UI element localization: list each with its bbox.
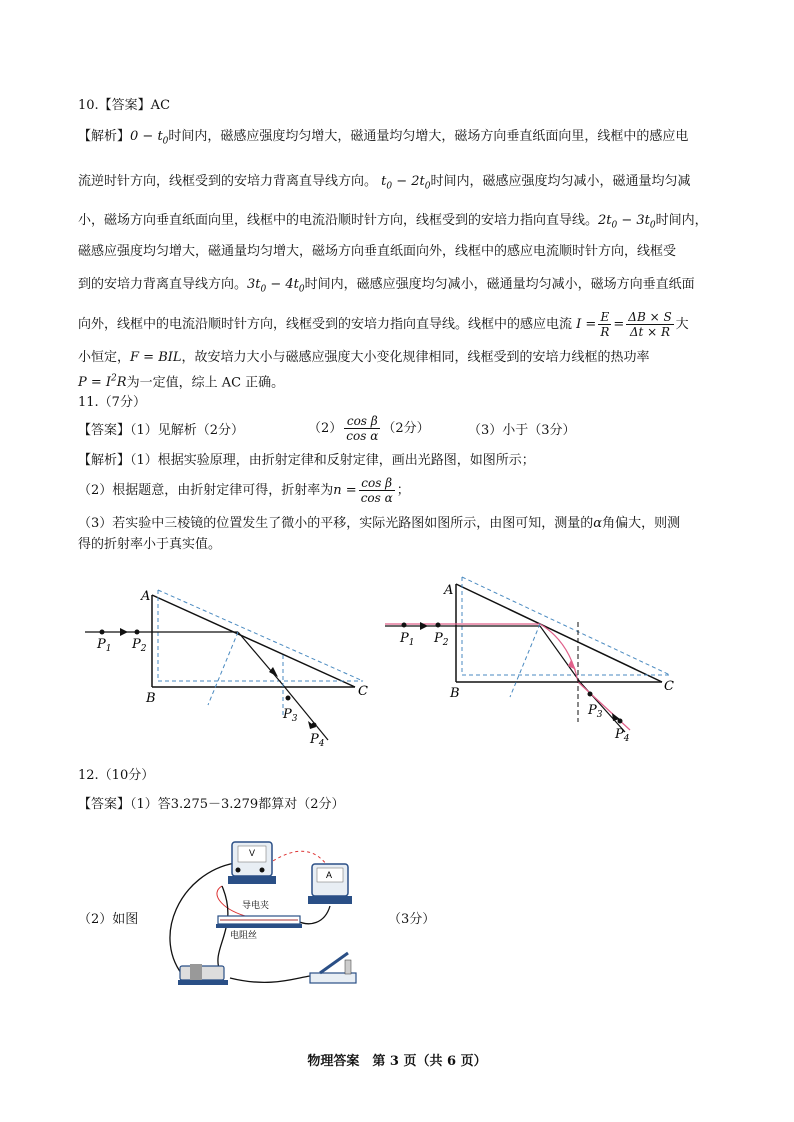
text: 为一定值，综上 AC 正确。 <box>126 375 285 391</box>
label-A: A <box>444 583 454 598</box>
text: 小恒定， <box>78 350 131 365</box>
reflected-ray <box>238 632 283 685</box>
q10-para-3: 小，磁场方向垂直纸面向里，线框中的电流沿顺时针方向，线框受到的安培力指向直导线。$2t_0 - 3t_0$时间内， <box>78 213 708 231</box>
text: 角偏大，则测 <box>602 516 681 531</box>
label-C: C <box>664 679 674 694</box>
text: 流逆时针方向，线框受到的安培力背离直导线方向。 <box>78 174 378 189</box>
text: （2） <box>308 421 343 436</box>
q11-exp-4: 得的折射率小于真实值。 <box>78 537 222 552</box>
text: 小，磁场方向垂直纸面向里，线框中的电流沿顺时针方向，线框受到的安培力指向直导线。 <box>78 213 599 228</box>
q10-para-4: 磁感应强度均匀增大，磁通量均匀增大，磁场方向垂直纸面向外，线框中的感应电流顺时针方向，线框受 <box>78 244 677 259</box>
prism-shifted-outline <box>158 590 363 681</box>
text: 时间内，磁感应强度均匀增大，磁通量均匀增大，磁场方向垂直纸面向里，线框中的感应电 <box>168 129 689 144</box>
q11-answer-2 <box>308 414 430 443</box>
label-A: A <box>141 589 151 604</box>
q11-exp-2: （2）根据题意，由折射定律可得，折射率为n = $\frac{\text{cos β}}{\text{cos α}}$ ； <box>78 476 410 505</box>
label-P4: $P_4$ <box>310 732 325 749</box>
switch <box>310 953 356 983</box>
resistance-wire-board <box>216 899 302 940</box>
arrow-icon <box>120 628 128 636</box>
text: 时间内，磁感应强度均匀减小，磁通量均匀减小，磁场方向垂直纸面 <box>304 277 695 292</box>
pin-p4 <box>618 719 623 724</box>
fraction-E-R: $\frac{E}{R}$ <box>600 310 610 339</box>
text: （2）根据题意，由折射定律可得，折射率为 <box>78 483 334 498</box>
pin-p4 <box>312 723 317 728</box>
label-P1: $P_1$ <box>97 637 112 654</box>
q10-para-8: $P = I^2R$为一定值，综上 AC 正确。 <box>78 374 285 391</box>
ammeter <box>308 864 352 904</box>
q10-para-2: 流逆时针方向，线框受到的安培力背离直导线方向。 $t_0 - 2t_0$时间内，磁感应强度均匀减小，磁通量均匀减 <box>78 174 691 192</box>
text: （3）若实验中三棱镜的位置发生了微小的平移，实际光路图如图所示，由图可知，测量的 <box>78 516 594 531</box>
label-C: C <box>358 684 368 699</box>
battery <box>178 964 228 985</box>
label-P2: $P_2$ <box>434 631 449 648</box>
text: 【答案】（1）见解析（2分） <box>78 423 245 438</box>
label-B: B <box>450 686 460 701</box>
q12-points: （3分） <box>388 912 436 927</box>
q10-para-7: 小恒定，F = BIL，故安培力大小与磁感应强度大小变化规律相同，线框受到的安培力线框的热功率 <box>78 350 650 365</box>
q10-para-6: 向外，线框中的电流沿顺时针方向，线框受到的安培力指向直导线。线框中的感应电流 I = $\frac{E}{R}$ = $\frac{\Delta B \times S}{\Delta t \times R}$ 大 <box>78 310 689 339</box>
q11-answer-3: （3）小于（3分） <box>468 423 576 438</box>
label-B: B <box>146 691 156 706</box>
reflected-ray <box>540 626 580 682</box>
voltmeter-label: V <box>249 848 256 858</box>
q12-answer-1: 【答案】（1）答3.275－3.279都算对（2分） <box>78 797 345 812</box>
clip-label: 导电夹 <box>242 900 270 910</box>
pin-p2 <box>135 630 140 635</box>
text: 到的安培力背离直导线方向。 <box>78 277 248 292</box>
label-P3: $P_3$ <box>283 707 298 724</box>
q10-para-5: 到的安培力背离直导线方向。$3t_0 - 4t_0$时间内，磁感应强度均匀减小，磁通量均匀减小，磁场方向垂直纸面 <box>78 277 695 295</box>
prism-outline <box>456 584 662 682</box>
label-P3: $P_3$ <box>588 703 603 720</box>
normal-line <box>510 624 540 697</box>
text: ，故安培力大小与磁感应强度大小变化规律相同，线框受到的安培力线框的热功率 <box>181 350 650 365</box>
prism-diagram-right <box>380 572 690 747</box>
pin-p1 <box>402 623 407 628</box>
fraction-dB-S: $\frac{\Delta B \times S}{\Delta t \times R}$ <box>628 310 672 339</box>
q10-para-1: 【解析】$0 - t_0$时间内，磁感应强度均匀增大，磁通量均匀增大，磁场方向垂直纸面向里，线框中的感应电 <box>78 129 689 147</box>
ammeter-label: A <box>326 870 333 880</box>
q10-answer: 10.【答案】AC <box>78 98 171 113</box>
text: ； <box>396 483 410 498</box>
arrow-icon <box>420 622 428 630</box>
wire <box>230 976 310 982</box>
pin-p1 <box>100 630 105 635</box>
arrow-icon <box>269 667 278 677</box>
text: （2分） <box>382 421 430 436</box>
text: 时间内，磁感应强度均匀减小，磁通量均匀减 <box>430 174 691 189</box>
text: 大 <box>675 317 689 332</box>
label-P2: $P_2$ <box>132 637 147 654</box>
q11-exp-1: 【解析】（1）根据实验原理，由折射定律和反射定律，画出光路图，如图所示； <box>78 453 535 468</box>
prism-outline <box>152 595 355 687</box>
pin-p2 <box>436 623 441 628</box>
actual-refracted-ray <box>578 682 630 730</box>
voltmeter <box>228 842 276 884</box>
pin-p3 <box>588 692 593 697</box>
wire-label: 电阻丝 <box>230 930 258 940</box>
q11-exp-3: （3）若实验中三棱镜的位置发生了微小的平移，实际光路图如图所示，由图可知，测量的α角偏大，则测 <box>78 516 681 531</box>
q12-fig-label: （2）如图 <box>78 912 139 927</box>
wire <box>218 886 228 971</box>
text: 向外，线框中的电流沿顺时针方向，线框受到的安培力指向直导线。线框中的感应电流 <box>78 317 573 332</box>
fraction-cos: $\frac{\text{cos β}}{\text{cos α}}$ <box>346 414 379 443</box>
q11-title: 11.（7分） <box>78 395 146 410</box>
label-P4: $P_4$ <box>615 727 630 744</box>
wire <box>217 886 245 916</box>
circuit-diagram <box>150 828 385 998</box>
pin-p3 <box>286 696 291 701</box>
label-P1: $P_1$ <box>400 631 415 648</box>
fraction-cos-2: $\frac{\text{cos β}}{\text{cos α}}$ <box>360 476 393 505</box>
q12-title: 12.（10分） <box>78 768 155 783</box>
normal-line <box>208 632 238 705</box>
text: 时间内， <box>655 213 708 228</box>
q11-answer <box>78 422 244 440</box>
label: 【解析】 <box>78 129 131 144</box>
prism-diagram-left <box>80 585 370 750</box>
page-footer: 物理答案 第 3 页（共 6 页） <box>307 1054 487 1069</box>
